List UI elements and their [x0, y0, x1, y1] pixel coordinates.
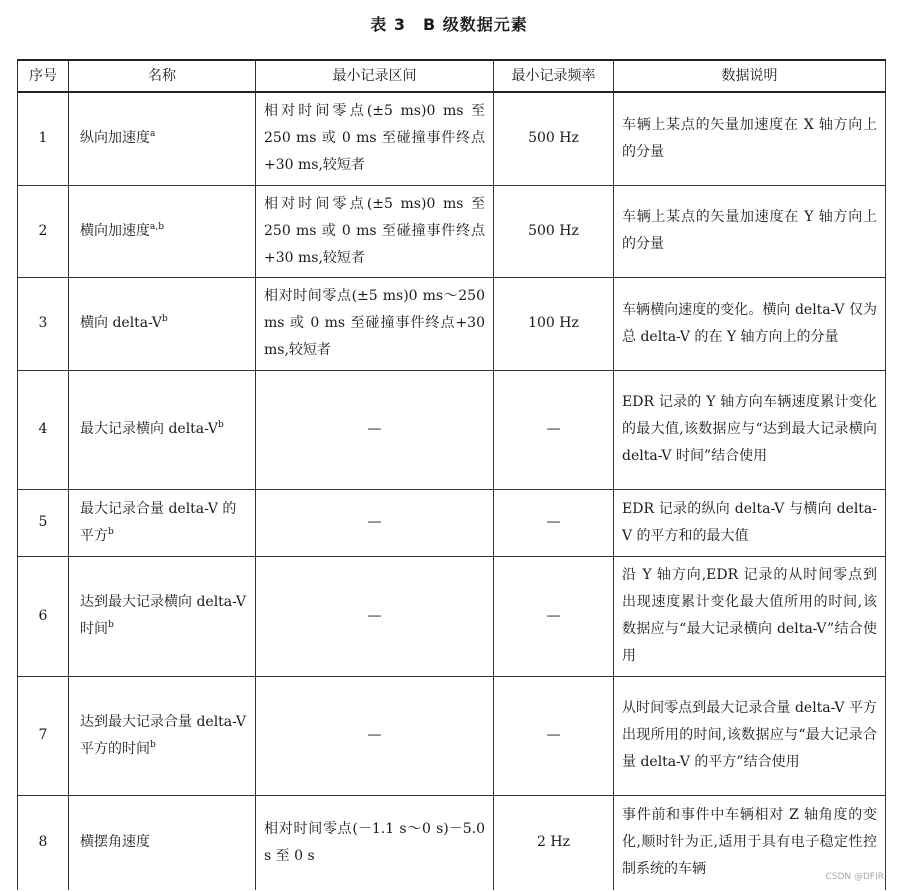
row-range: 相对时间零点(±5 ms)0 ms 至 250 ms 或 0 ms 至碰撞事件终点+30 ms,较短者: [256, 92, 494, 185]
footnote-mark: a: [150, 129, 156, 140]
row-seq: 7: [18, 676, 69, 795]
header-name: 名称: [69, 60, 256, 92]
table-row: [18, 489, 886, 556]
row-name: [69, 370, 256, 489]
row-seq: 2: [18, 185, 69, 277]
header-range: 最小记录区间: [256, 60, 494, 92]
watermark: CSDN @DFIR: [825, 872, 884, 882]
row-frequency: —: [494, 556, 614, 676]
name-text: 达到最大记录横向 delta-V 时间: [80, 594, 246, 637]
row-frequency: 100 Hz: [494, 277, 614, 370]
table-row: [18, 185, 886, 277]
row-frequency: —: [494, 489, 614, 556]
row-range: —: [256, 370, 494, 489]
row-frequency: 2 Hz: [494, 795, 614, 890]
name-text: 横摆角速度: [80, 834, 150, 851]
row-description: 沿 Y 轴方向,EDR 记录的从时间零点到出现速度累计变化最大值所用的时间,该数据应与“最大记录横向 delta-V”结合使用: [614, 556, 886, 676]
table-row: [18, 556, 886, 676]
row-name: [69, 185, 256, 277]
table-row: [18, 795, 886, 890]
name-text: 纵向加速度: [80, 130, 150, 147]
row-description: 事件前和事件中车辆相对 Z 轴角度的变化,顺时针为正,适用于具有电子稳定性控制系统的车辆: [614, 795, 886, 890]
header-row: [18, 60, 886, 92]
row-seq: 8: [18, 795, 69, 890]
footnote-mark: b: [108, 620, 114, 630]
table-row: [18, 277, 886, 370]
name-text: 达到最大记录合量 delta-V 平方的时间: [80, 713, 246, 757]
data-elements-table: [17, 59, 886, 890]
footnote-mark: b: [217, 420, 224, 430]
name-text: 最大记录横向 delta-V: [80, 421, 218, 437]
row-name: [69, 795, 256, 890]
row-description: 车辆上某点的矢量加速度在 Y 轴方向上的分量: [614, 185, 886, 277]
row-description: 车辆上某点的矢量加速度在 X 轴方向上的分量: [614, 92, 886, 185]
row-range: 相对时间零点(±5 ms)0 ms～250 ms 或 0 ms 至碰撞事件终点+30 ms,较短者: [256, 277, 494, 370]
footnote-mark: b: [161, 314, 168, 324]
row-name: [69, 676, 256, 795]
row-range: 相对时间零点(－1.1 s～0 s)－5.0 s 至 0 s: [256, 795, 494, 890]
row-seq: 4: [18, 370, 69, 489]
row-seq: 3: [18, 277, 69, 370]
row-range: 相对时间零点(±5 ms)0 ms 至 250 ms 或 0 ms 至碰撞事件终点+30 ms,较短者: [256, 185, 494, 277]
row-frequency: 500 Hz: [494, 185, 614, 277]
row-seq: 6: [18, 556, 69, 676]
table-row: [18, 370, 886, 489]
name-text: 横向 delta-V: [80, 315, 162, 331]
row-name: [69, 277, 256, 370]
header-frequency: 最小记录频率: [494, 60, 614, 92]
row-description: 从时间零点到最大记录合量 delta-V 平方出现所用的时间,该数据应与“最大记录合量 delta-V 的平方”结合使用: [614, 676, 886, 795]
row-name: [69, 92, 256, 185]
row-name: [69, 556, 256, 676]
name-text: 横向加速度: [80, 222, 150, 239]
header-description: 数据说明: [614, 60, 886, 92]
footnote-mark: b: [108, 526, 114, 537]
row-frequency: —: [494, 676, 614, 795]
row-range: —: [256, 556, 494, 676]
footnote-mark: a,b: [150, 221, 164, 232]
row-description: EDR 记录的纵向 delta-V 与横向 delta-V 的平方和的最大值: [614, 489, 886, 556]
row-description: EDR 记录的 Y 轴方向车辆速度累计变化的最大值,该数据应与“达到最大记录横向 delta-V 时间”结合使用: [614, 370, 886, 489]
row-frequency: 500 Hz: [494, 92, 614, 185]
table-row: [18, 676, 886, 795]
row-seq: 5: [18, 489, 69, 556]
row-description: 车辆横向速度的变化。横向 delta-V 仅为总 delta-V 的在 Y 轴方向上的分量: [614, 277, 886, 370]
table-title: 表 3 B 级数据元素: [370, 15, 528, 34]
name-text: 最大记录合量 delta-V 的平方: [80, 500, 237, 544]
row-name: [69, 489, 256, 556]
footnote-mark: b: [150, 739, 156, 750]
row-range: —: [256, 676, 494, 795]
row-seq: 1: [18, 92, 69, 185]
table-row: [18, 92, 886, 185]
row-range: —: [256, 489, 494, 556]
row-frequency: —: [494, 370, 614, 489]
header-seq: 序号: [18, 60, 69, 92]
